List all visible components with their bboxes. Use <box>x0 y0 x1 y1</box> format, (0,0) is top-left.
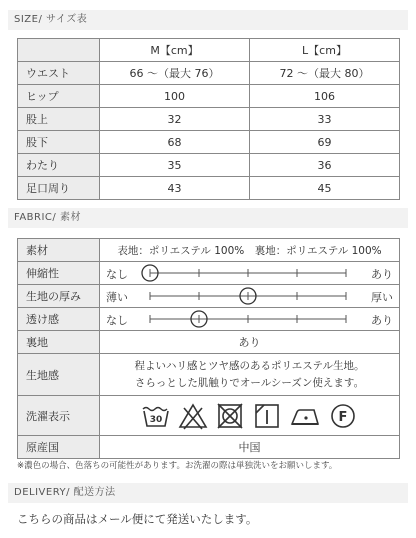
origin-label: 原産国 <box>18 436 100 459</box>
cell-l: 106 <box>250 85 400 108</box>
scale-right-label: 厚い <box>371 291 393 304</box>
scale-stretch <box>100 262 399 284</box>
material-label: 素材 <box>18 239 100 262</box>
table-row <box>18 436 400 459</box>
texture-label: 生地感 <box>18 354 100 396</box>
cell-m: 66 ～（最大 76） <box>100 62 250 85</box>
table-row <box>18 396 400 436</box>
no-tumble-dry-icon <box>215 402 245 430</box>
table-row <box>18 85 400 108</box>
low-iron-icon <box>289 402 321 430</box>
row-label: ウエスト <box>18 62 100 85</box>
stretch-label: 伸縮性 <box>18 262 100 285</box>
wash-30-icon <box>141 402 171 430</box>
scale-right-label: あり <box>371 268 393 281</box>
lining-value: あり <box>100 331 400 354</box>
table-corner-cell <box>18 39 100 62</box>
table-row <box>18 108 400 131</box>
scale-track <box>100 308 400 330</box>
fabric-table <box>17 238 400 459</box>
thickness-scale <box>100 285 400 308</box>
scale-left-label: なし <box>106 314 128 327</box>
dry-clean-f-icon <box>328 402 358 430</box>
table-row <box>18 154 400 177</box>
delivery-text: こちらの商品はメール便にて発送いたします。 <box>17 512 258 526</box>
row-label: わたり <box>18 154 100 177</box>
cell-m: 43 <box>100 177 250 200</box>
scale-left-label: なし <box>106 268 128 281</box>
table-row <box>18 177 400 200</box>
scale-left-label: 薄い <box>106 291 128 304</box>
column-header-m: M【cm】 <box>100 39 250 62</box>
care-label: 洗濯表示 <box>18 396 100 436</box>
scale-sheerness <box>100 308 399 330</box>
sheerness-scale <box>100 308 400 331</box>
row-label: ヒップ <box>18 85 100 108</box>
dryclean-letter: F <box>338 409 348 425</box>
care-note: ※濃色の場合、色落ちの可能性があります。お洗濯の際は単独洗いをお願いします。 <box>17 461 338 471</box>
scale-thickness <box>100 285 399 307</box>
cell-m: 32 <box>100 108 250 131</box>
cell-l: 69 <box>250 131 400 154</box>
table-row <box>18 331 400 354</box>
scale-track <box>100 262 400 284</box>
table-row <box>18 354 400 396</box>
scale-track <box>100 285 400 307</box>
thickness-label: 生地の厚み <box>18 285 100 308</box>
table-row <box>18 285 400 308</box>
care-icons <box>100 401 399 431</box>
line-dry-shade-icon <box>252 402 282 430</box>
origin-value: 中国 <box>100 436 400 459</box>
table-row <box>18 131 400 154</box>
size-section-header: SIZE/ サイズ表 <box>8 10 408 30</box>
table-row <box>18 62 400 85</box>
texture-line-1: 程よいハリ感とツヤ感のあるポリエステル生地。 <box>134 359 365 372</box>
cell-m: 35 <box>100 154 250 177</box>
texture-value <box>100 354 400 396</box>
stretch-scale <box>100 262 400 285</box>
cell-l: 72 ～（最大 80） <box>250 62 400 85</box>
table-row <box>18 239 400 262</box>
row-label: 股上 <box>18 108 100 131</box>
no-bleach-icon <box>178 402 208 430</box>
table-header-row <box>18 39 400 62</box>
delivery-section-header: DELIVERY/ 配送方法 <box>8 483 408 503</box>
size-table <box>17 38 400 200</box>
sheerness-label: 透け感 <box>18 308 100 331</box>
table-row <box>18 308 400 331</box>
cell-m: 100 <box>100 85 250 108</box>
fabric-section-header: FABRIC/ 素材 <box>8 208 408 228</box>
texture-line-2: さらっとした肌触りでオールシーズン使えます。 <box>134 376 365 389</box>
row-label: 股下 <box>18 131 100 154</box>
table-row <box>18 262 400 285</box>
cell-m: 68 <box>100 131 250 154</box>
column-header-l: L【cm】 <box>250 39 400 62</box>
scale-right-label: あり <box>371 314 393 327</box>
wash-temp-label: 30 <box>149 414 163 425</box>
care-icons-cell <box>100 396 400 436</box>
material-value: 表地：ポリエステル 100% 裏地：ポリエステル 100% <box>100 239 400 262</box>
cell-l: 36 <box>250 154 400 177</box>
lining-label: 裏地 <box>18 331 100 354</box>
row-label: 足口周り <box>18 177 100 200</box>
cell-l: 45 <box>250 177 400 200</box>
cell-l: 33 <box>250 108 400 131</box>
